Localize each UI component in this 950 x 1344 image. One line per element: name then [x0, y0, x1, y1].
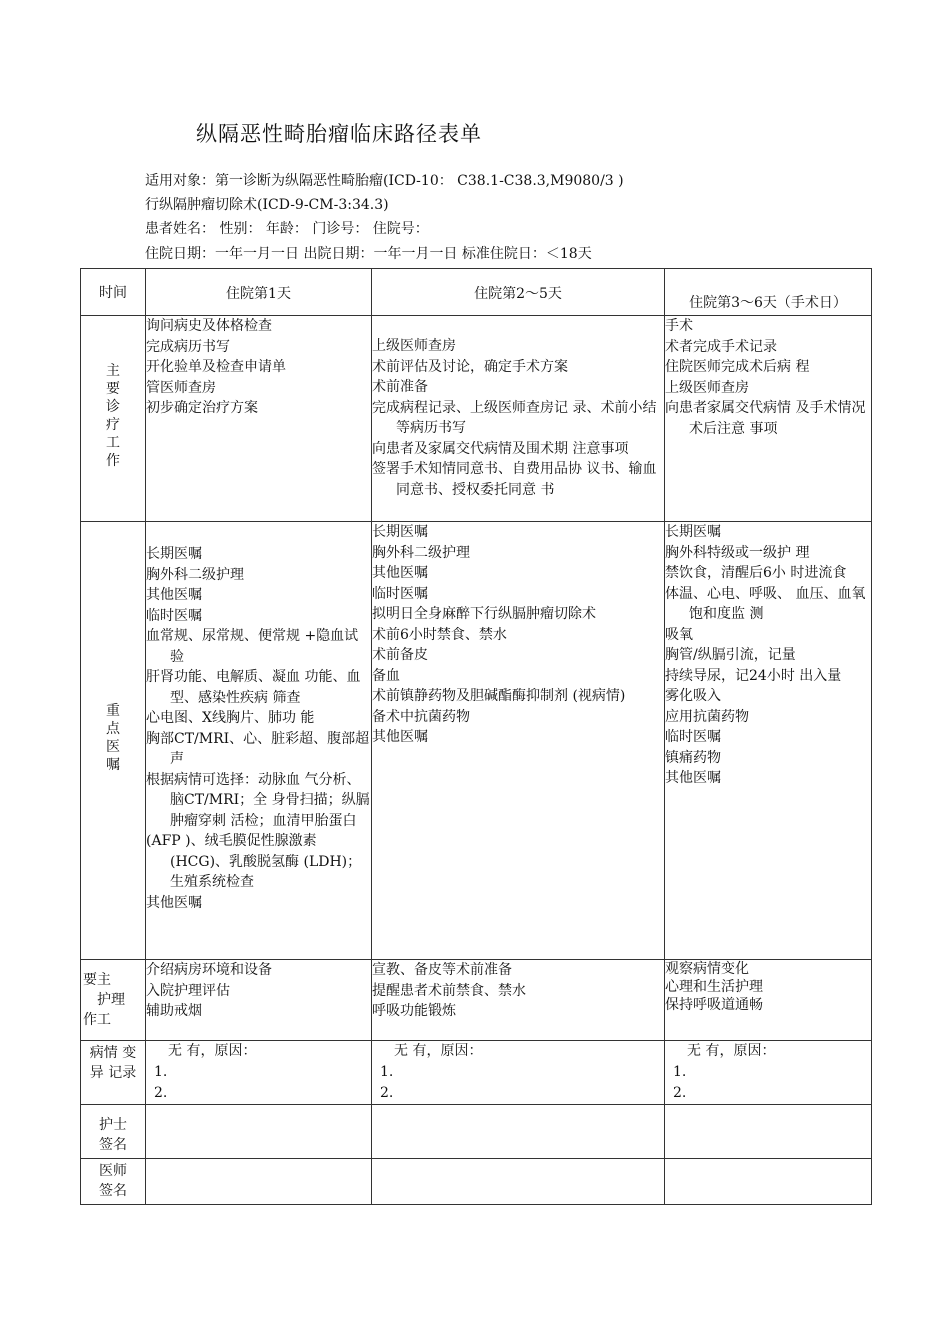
clinical-pathway-table — [80, 268, 872, 1205]
orders-day2-5: 长期医嘱 胸外科二级护理 其他医嘱 临时医嘱 拟明日全身麻醉下行纵膈肿瘤切除术 术前6小时禁食、禁水 术前备皮 备血 术前镇静药物及胆碱酯酶抑制剂 (视病情) 备术中抗菌药物 其他医嘱 — [372, 522, 665, 960]
header-day3-6: 住院第3〜6天（手术日） — [665, 269, 872, 316]
label-key-orders: 重 点 医 嘱 — [81, 522, 146, 960]
applicable-target: 适用对象：第一诊断为纵隔恶性畸胎瘤(ICD-10： C38.1-C38.3,M9080/3 ) — [145, 173, 624, 189]
orders-day3-6: 长期医嘱 胸外科特级或一级护 理 禁饮食，清醒后6小 时进流食 体温、心电、呼吸、 血压、血氧饱和度监 测 吸氧 胸管/纵膈引流，记量 持续导尿，记24小时 出入量 雾化吸入 应用抗菌药物 临时医嘱 镇痛药物 其他医嘱 — [665, 522, 872, 960]
row-main-work — [81, 316, 872, 522]
row-variance — [81, 1041, 872, 1105]
admission-dates-line: 住院日期：一年一月一日 出院日期：一年一月一日 标准住院日：＜18天 — [145, 246, 592, 262]
row-nurse-signature — [81, 1105, 872, 1159]
variance-day3-6: 无 有，原因： 1. 2. — [665, 1041, 872, 1105]
nurse-signature-day1[interactable] — [146, 1105, 372, 1159]
header-time: 时间 — [81, 269, 146, 316]
variance-day1: 无 有，原因： 1. 2. — [146, 1041, 372, 1105]
doctor-signature-day3-6[interactable] — [665, 1159, 872, 1205]
variance-day2-5: 无 有，原因： 1. 2. — [372, 1041, 665, 1105]
main-work-day3-6: 手术 术者完成手术记录 住院医师完成术后病 程 上级医师查房 向患者家属交代病情 及手术情况术后注意 事项 — [665, 316, 872, 522]
main-work-day2-5: 上级医师查房 术前评估及讨论，确定手术方案 术前准备 完成病程记录、上级医师查房记 录、术前小结等病历书写 向患者及家属交代病情及围术期 注意事项 签署手术知情同意书、自费用品协 议书、输血同意书、授权委托同意 书 — [372, 316, 665, 522]
row-nursing — [81, 960, 872, 1041]
nursing-day3-6: 观察病情变化 心理和生活护理 保持呼吸道通畅 — [665, 960, 872, 1041]
row-doctor-signature — [81, 1159, 872, 1205]
label-variance: 病情 变 异 记录 — [81, 1041, 146, 1105]
nursing-day2-5: 宣教、备皮等术前准备 提醒患者术前禁食、禁水 呼吸功能锻炼 — [372, 960, 665, 1041]
label-nurse-signature: 护士 签名 — [81, 1105, 146, 1159]
procedure-line: 行纵隔肿瘤切除术(ICD-9-CM-3:34.3) — [145, 197, 389, 213]
header-day1: 住院第1天 — [146, 269, 372, 316]
orders-day1: 长期医嘱 胸外科二级护理 其他医嘱 临时医嘱 血常规、尿常规、便常规 +隐血试验 肝肾功能、电解质、凝血 功能、血型、感染性疾病 筛查 心电图、X线胸片、肺功 能 胸部CT/MRI、心、脏彩超、腹部超声 根据病情可选择：动脉血 气分析、脑CT/MRI；全 身骨扫描；纵膈肿瘤穿刺 活检；血清甲胎蛋白 (AFP )、绒毛膜促性腺激素(HCG)、乳酸脱氢酶 (LDH)；生殖系统检查 其他医嘱 — [146, 522, 372, 960]
row-key-orders — [81, 522, 872, 960]
label-main-work: 主 要 诊 疗 工 作 — [81, 316, 146, 522]
nurse-signature-day2-5[interactable] — [372, 1105, 665, 1159]
label-doctor-signature: 医师 签名 — [81, 1159, 146, 1205]
header-row — [81, 269, 872, 316]
main-work-day1: 询问病史及体格检查 完成病历书写 开化验单及检查申请单 管医师查房 初步确定治疗方案 — [146, 316, 372, 522]
label-nursing: 要主 护理 作工 — [81, 960, 146, 1041]
header-day2-5: 住院第2〜5天 — [372, 269, 665, 316]
nurse-signature-day3-6[interactable] — [665, 1105, 872, 1159]
patient-info-line: 患者姓名： 性别： 年龄： 门诊号： 住院号： — [145, 221, 429, 237]
nursing-day1: 介绍病房环境和设备 入院护理评估 辅助戒烟 — [146, 960, 372, 1041]
doctor-signature-day2-5[interactable] — [372, 1159, 665, 1205]
page-title: 纵隔恶性畸胎瘤临床路径表单 — [196, 122, 482, 146]
doctor-signature-day1[interactable] — [146, 1159, 372, 1205]
